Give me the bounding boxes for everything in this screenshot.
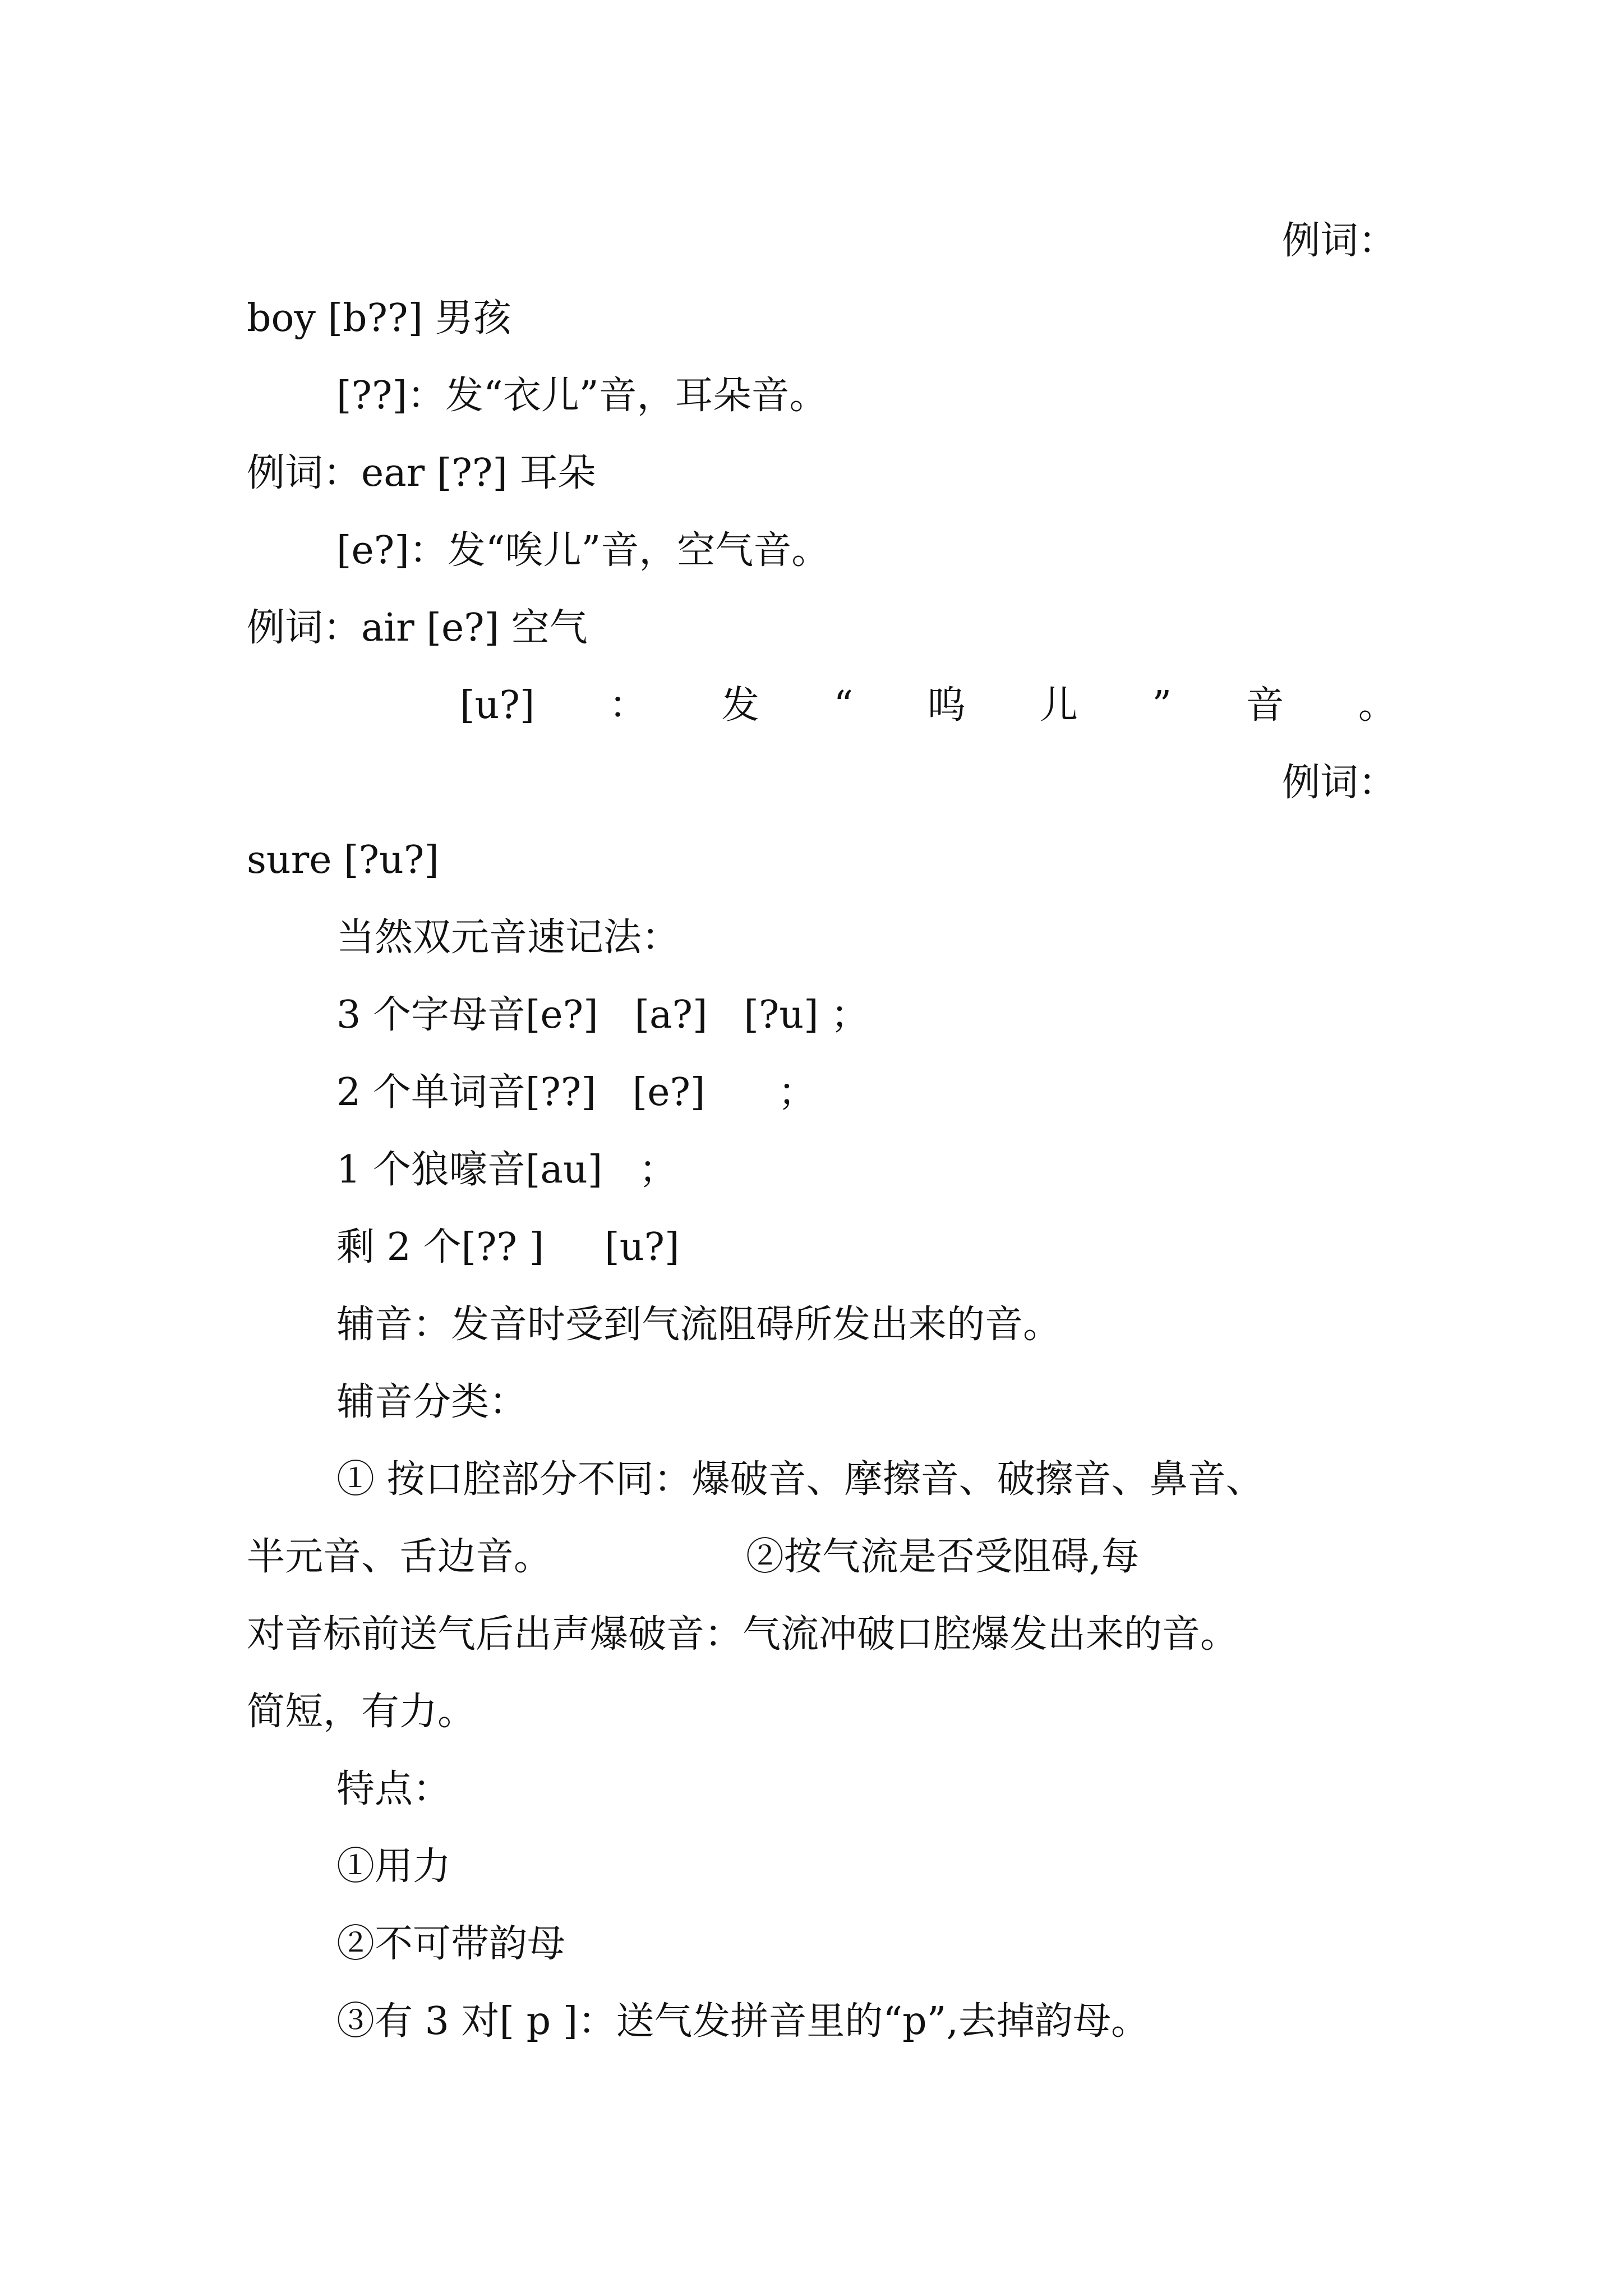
letter-sounds-line: 3 个字母音[e?] [a?] [?u] ； [336,993,869,1037]
remaining-two-line: 剩 2 个[?? ] [u?] [336,1225,680,1269]
spread-token: 儿 [1040,683,1078,728]
spread-token: [u?] [460,683,535,728]
word-sounds-line: 2 个单词音[??] [e?] ； [336,1070,817,1115]
plosive-definition: 对音标前送气后出声爆破音：气流冲破口腔爆发出来的音。 [247,1612,1239,1657]
spread-token: ： [608,683,647,728]
feature-3: ③有 3 对[ p ]：送气发拼音里的“p”,去掉韵母。 [336,1999,1149,2044]
spread-token: “ [833,683,854,728]
example-air: 例词：air [e?] 空气 [247,606,588,650]
spread-token: 音 [1246,683,1284,728]
example-ear: 例词：ear [??] 耳朵 [247,451,596,495]
consonant-definition: 辅音：发音时受到气流阻碍所发出来的音。 [336,1303,1062,1347]
spread-token: 呜 [927,683,966,728]
spread-token: ” [1152,683,1172,728]
example-boy: boy [b??] 男孩 [247,296,511,341]
consonant-classification-heading: 辅音分类： [336,1380,528,1424]
vowel-ea-description: [e?]：发“唉儿”音，空气音。 [336,528,830,573]
spread-token: 发 [721,683,760,728]
example-sure: sure [?u?] [247,838,439,882]
vowel-ue-description [460,678,1396,734]
example-label: 例词： [1281,219,1396,263]
vowel-ie-description: [??]：发“衣儿”音，耳朵音。 [336,374,828,418]
example-label-2: 例词： [1281,761,1396,805]
feature-2: ②不可带韵母 [336,1922,566,1966]
spread-token: 。 [1358,683,1396,728]
feature-1: ①用力 [336,1844,451,1889]
diphthong-memory-title: 当然双元音速记法： [336,915,680,960]
features-heading: 特点： [336,1767,451,1811]
classification-by-mouth: ① 按口腔部分不同：爆破音、摩擦音、破擦音、鼻音、 [336,1457,1264,1502]
wolf-howl-line: 1 个狼嚎音[au] ； [336,1148,677,1192]
plosive-summary: 简短，有力。 [247,1690,476,1734]
classification-continuation: 半元音、舌边音。 ②按气流是否受阻碍,每 [247,1535,1140,1579]
